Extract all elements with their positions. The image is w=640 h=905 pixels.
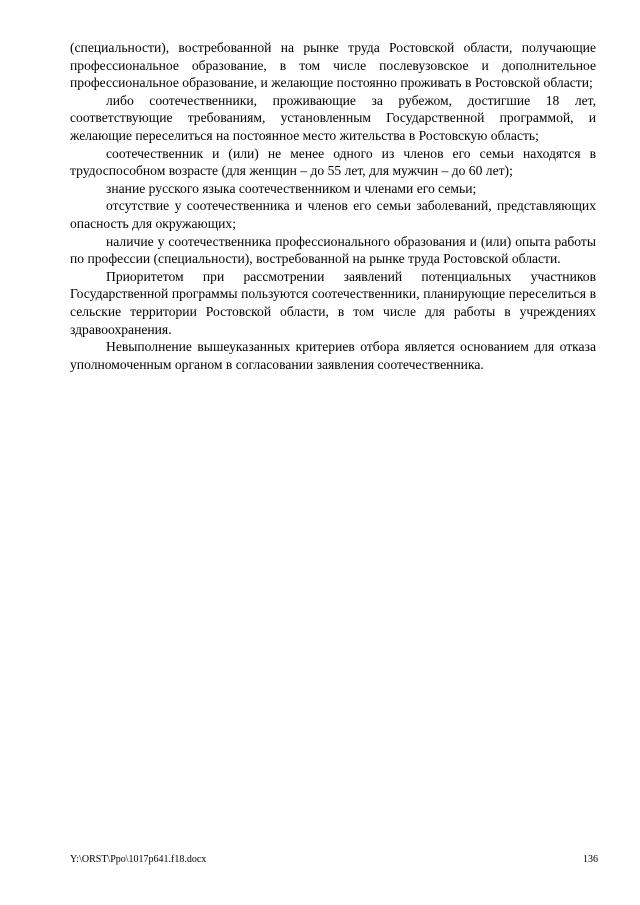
paragraph-professional-education: наличие у соотечественника профессионального образования и (или) опыта работы по профессии (специальности), востребованной на рынке труда Ростовской области. <box>70 233 596 267</box>
page-footer <box>70 854 598 866</box>
footer-file-path: Y:\ORST\Ppo\1017p641.f18.docx <box>70 854 207 865</box>
paragraph-no-diseases: отсутствие у соотечественника и членов его семьи заболеваний, представляющих опасность для окружающих; <box>70 198 596 231</box>
paragraph-continuation: (специальности), востребованной на рынке труда Ростовской области, получающие профессиональное образование, в том числе послевузовское и дополнительное профессиональное образование, и желающие постоянно проживать в Ростовской области; <box>70 40 596 91</box>
document-body <box>70 39 596 373</box>
paragraph-working-age: соотечественник и (или) не менее одного из членов его семьи находятся в трудоспособном возрасте (для женщин – до 55 лет, для мужчин – до 60 лет); <box>70 145 596 179</box>
footer-page-number: 136 <box>583 854 598 865</box>
paragraph-russian-language: знание русского языка соотечественником и членами его семьи; <box>106 180 477 196</box>
paragraph-compatriots-abroad: либо соотечественники, проживающие за рубежом, достигшие 18 лет, соответствующие требованиям, установленным Государственной программой, и желающие переселиться на постоянное место жительства в Ростовскую область; <box>70 92 596 143</box>
paragraph-priority: Приоритетом при рассмотрении заявлений потенциальных участников Государственной программы пользуются соотечественники, планирующие переселиться в сельские территории Ростовской области, в том числе для работы в учреждениях здравоохранения. <box>70 268 596 337</box>
paragraph-refusal: Невыполнение вышеуказанных критериев отбора является основанием для отказа уполномоченным органом в согласовании заявления соотечественника. <box>70 339 596 372</box>
